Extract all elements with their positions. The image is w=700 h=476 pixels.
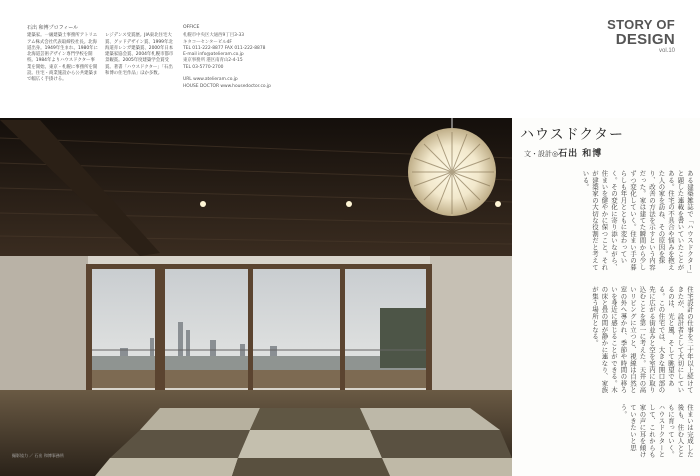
author-name: 石出 和博	[558, 149, 603, 159]
article-title: ハウスドクター	[520, 127, 625, 143]
series-title-line1: STORY OF	[607, 17, 675, 32]
office-line: 東京事務所 港区南青山2-4-15	[183, 58, 243, 64]
office-line: E-mail info@atelieram.co.jp	[183, 52, 244, 58]
profile-title: 石出 和博プロフィール	[27, 25, 79, 31]
architect-profile	[27, 25, 177, 84]
profile-column-1: 建築家。一級建築士事務所アトリエアム株式会社代表取締役社長。北海道出身。1949年生まれ。1980年に北海道芸術デザイン専門学校を開校。1984年よりハウスドクター事業を開始。東京・札幌に事務所を開設。住宅・商業施設から公共建築まで幅広く手掛ける。	[27, 33, 98, 83]
top-band	[0, 0, 700, 118]
profile-column-2: レジデンス受賞歴。JIA東北住宅大賞、グッドデザイン賞、1999年北海道赤レンガ建築賞、2000年日本建築家協会賞、2004年札幌市都市景観賞。2005年度建築学会賞受賞。著書「ハウスドクター」「石出和博の住宅作品」ほか多数。	[105, 33, 174, 77]
volume-number: vol.10	[658, 48, 675, 54]
article-body-block: ある建築雑誌で「ハウスドクター」と題した連載を書いていたことがある。住宅の不具合や悩みを抱えた人の家を訪ね、その原因を探り、改善の方法を示すという内容だった。家は建てた瞬間から少しずつ変化していく。住まい手の暮らしも年月とともに変わっていく。その変化に寄り添いながら、住まいを健やかに保つこと。それが建築家の大切な役割だと考えている。	[581, 170, 694, 274]
office-line: URL www.atelieram.co.jp	[183, 77, 238, 83]
downlight	[200, 201, 206, 207]
living-room-illustration	[0, 118, 512, 476]
photo-credit: 撮影協力 ／ 石出 和博事務所	[12, 453, 64, 458]
byline-label: 文・設計◎	[524, 150, 559, 158]
office-line: HOUSE DOCTOR www.housedoctor.co.jp	[183, 83, 271, 89]
interior-photo	[0, 118, 512, 476]
office-line: 札幌市中央区大通西9丁目3-33	[183, 33, 245, 39]
office-line: キタコーセンタービル4F	[183, 39, 232, 45]
article-body-block: 住まいは完成した後も、住む人とともに育っていく。ハウスドクターとして、これからも家の声に耳を傾けていきたいと思う。	[619, 404, 694, 458]
series-title-line2: DESIGN	[615, 31, 675, 48]
article-byline	[524, 146, 602, 159]
office-contact	[183, 25, 283, 90]
office-title: OFFICE	[183, 25, 200, 30]
downlight	[495, 201, 501, 207]
article-body-block: 住宅設計の仕事を三十年以上続けてきたが、設計者として大切にしているのは、光と風、そして眺望である。この住宅では、大きな開口部の先に広がる街並みと空を室内に取り込むことを第一に考えた。天井の高いリビングに立つと、視線は自然と窓の外へ導かれ、季節や時間の移ろいを身近に感じることができる。木の床と畳の間が静かに連なり、家族が集う場所となる。	[591, 286, 694, 394]
tatami-floor	[95, 408, 512, 476]
series-header	[607, 18, 675, 54]
tree-foliage	[380, 308, 430, 368]
office-line: TEL 011-222-8877 FAX 011-222-8878	[183, 45, 266, 51]
downlight	[346, 201, 352, 207]
office-line: TEL 03-5770-2700	[183, 64, 224, 70]
